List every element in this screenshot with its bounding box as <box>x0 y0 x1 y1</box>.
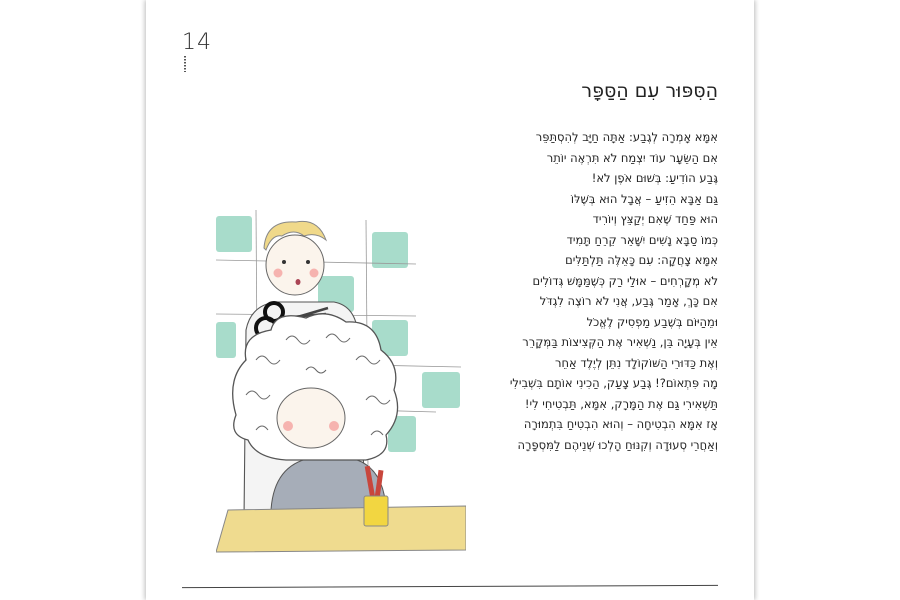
page-number: 14 <box>182 30 212 55</box>
wall-tile <box>216 322 236 358</box>
barber-cheek <box>310 269 319 278</box>
barber-cheek <box>274 269 283 278</box>
customer-cheek <box>329 421 339 431</box>
barber-face <box>266 235 324 295</box>
poem-line: מָה פִּתְאוֹם?! גֶּבַע צָעַק, הַכִינִי אוֹתָם בִּשְׁבִילִי <box>509 376 718 390</box>
wall-tile <box>372 232 408 268</box>
barber-illustration <box>216 210 466 555</box>
bottom-rule <box>182 585 718 588</box>
poem-line: וּמֵהַיּוֹם בְּשֶׁבַע מַפְסִיק לֶאֱכֹל <box>586 314 718 329</box>
poem-line: גַּם אַבָּא הֵזִיעַ – אֲבָל הוּא בְּשֶׁלּוֹ <box>570 191 718 206</box>
poem-line: גֶּבַע הוֹדִיעַ: בְּשׁוּם אֹפֶן לֹא! <box>591 171 718 185</box>
poem-line: כְּמוֹ סַבָּא נָשִׁים יִשָּׁאֵר קֵרֵחַ תָּמִיד <box>566 232 718 247</box>
customer-cheek <box>283 421 293 431</box>
barber-eye <box>306 260 310 264</box>
poem-line: אִמָּא אָמְרָה לְגֶבַע: אַתָּה חַיָּב לְהִסְתַּפֵּר <box>535 130 718 144</box>
poem-line: אִם הַשֵּׂעָר עוֹד יִצְמַח לֹא תִּרְאֶה יוֹתֵר <box>546 150 718 165</box>
poem-line: אִמָּא צָחֲקָה: עִם כָּאֵלֶּה תַּלְתַּלִּים <box>565 253 718 267</box>
poem-line: תַּשְׁאִירִי גַּם אֶת הַמָּרָק, אִמָּא, תַּבְטִיחִי לִי! <box>524 396 718 411</box>
barber-eye <box>282 260 286 264</box>
poem-title: הַסִּפּוּר עִם הַסַּפָּר <box>581 80 718 102</box>
wall-tile <box>422 372 460 408</box>
poem-text <box>468 127 718 455</box>
customer-face <box>277 388 345 448</box>
poem-line: אֵין בְּעָיָה בֵּן, נַשְׁאִיר אֶת הַקְּצִיצוֹת בַּמְּקָרֵר <box>522 335 718 349</box>
poem-line: וְאֶת כַּדּוּרֵי הַשּׁוֹקוֹלָד נִתֵּן לְיֶלֶד אַחֵר <box>554 355 718 370</box>
poem-line: וְאַחֲרֵי סְעוּדָה וְקִנּוּחַ הָלְכוּ שְׁנֵיהֶם לַמִּסְפָּרָה <box>517 437 718 452</box>
poem-line: אָז אִמָּא הִבְטִיחָה – וְהוּא הִבְטִיחַ בִּתְמוּרָה <box>523 417 718 431</box>
poem-line: לֹא מְקָרְחִים – אוּלַי רַק כְּשֶׁמַּמָּשׁ גְּדוֹלִים <box>532 273 718 288</box>
book-page <box>146 0 754 600</box>
poem-line: אִם כָּךְ, אָמַר גֶּבַע, אֲנִי לֹא רוֹצֶה לִגְדֹּל <box>539 294 718 308</box>
wall-tile <box>216 216 252 252</box>
poem-line: הוּא פַּחַד שֶׁאִם יְקַצֵּץ וְיוֹרִיד <box>592 212 718 226</box>
counter-table <box>216 506 466 552</box>
page-number-dots <box>184 56 186 72</box>
barber-mouth <box>296 279 301 285</box>
